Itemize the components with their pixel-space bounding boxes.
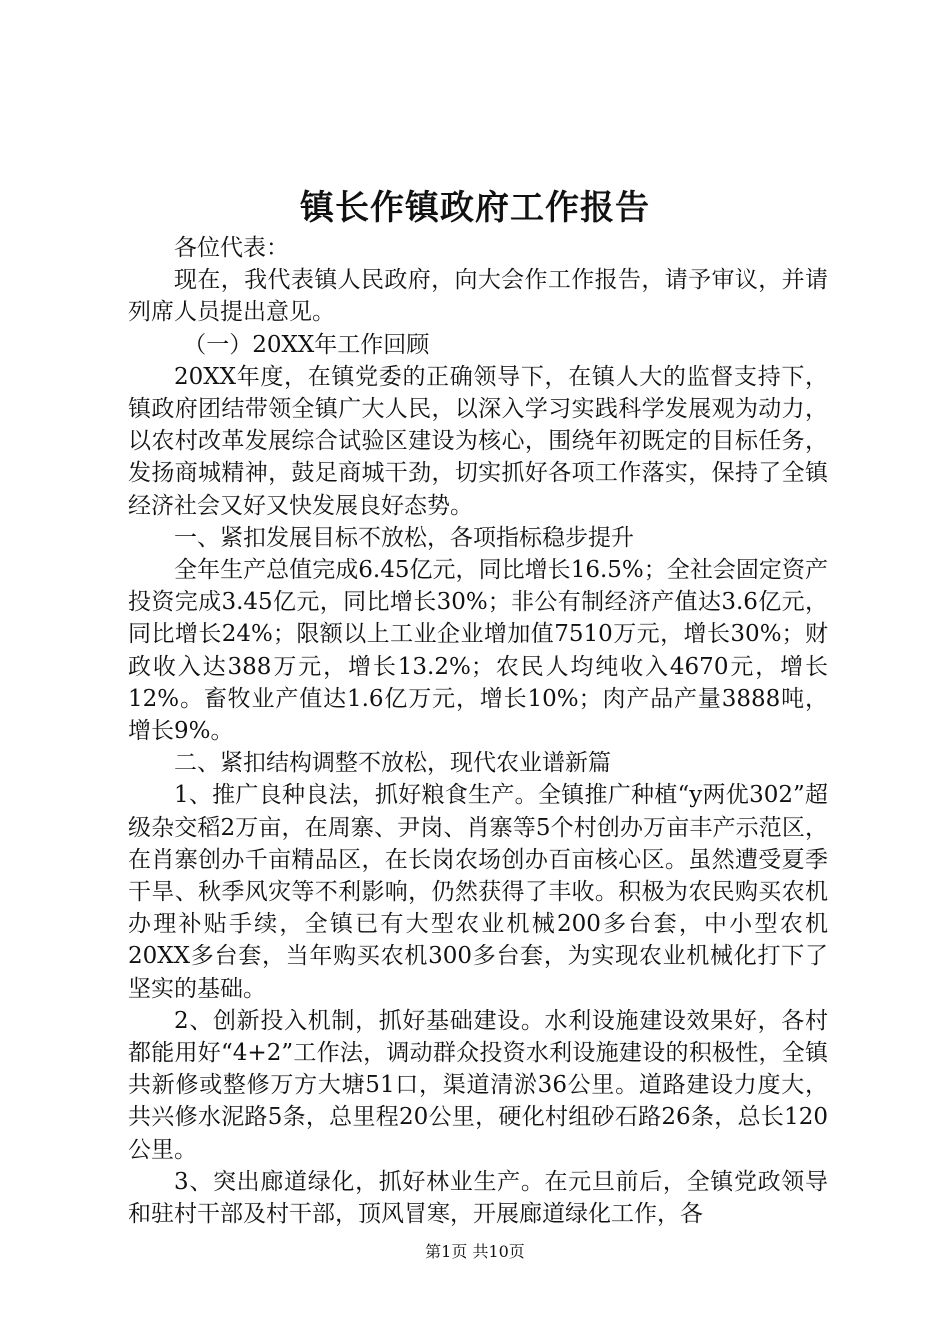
page-number-footer: 第1页 共10页 bbox=[425, 1242, 525, 1261]
review-paragraph: 20XX年度，在镇党委的正确领导下，在镇人大的监督支持下，镇政府团结带领全镇广大人民，以深入学习实践科学发展观为动力，以农村改革发展综合试验区建设为核心，围绕年初既定的目标任务，发扬商城精神，鼓足商城干劲，切实抓好各项工作落实，保持了全镇经济社会又好又快发展良好态势。 bbox=[128, 363, 828, 519]
salutation-paragraph: 各位代表： bbox=[174, 235, 289, 261]
agriculture-paragraph: 1、推广良种良法，抓好粮食生产。全镇推广种植“y两优302”超级杂交稻2万亩，在周寨、尹岗、肖寨等5个村创办万亩丰产示范区，在肖寨创办千亩精品区，在长岗农场创办百亩核心区。虽然遭受夏季干旱、秋季风灾等不利影响，仍然获得了丰收。积极为农民购买农机办理补贴手续，全镇已有大型农业机械200多台套，中小型农机20XX多台套，当年购买农机300多台套，为实现农业机械化打下了坚实的基础。 bbox=[128, 782, 828, 1002]
infrastructure-paragraph: 2、创新投入机制，抓好基础建设。水利设施建设效果好，各村都能用好“4+2”工作法，调动群众投资水利设施建设的积极性，全镇共新修或整修万方大塘51口，渠道清淤36公里。道路建设力度大，共兴修水泥路5条，总里程20公里，硬化村组砂石路26条，总长120公里。 bbox=[128, 1007, 828, 1163]
intro-paragraph: 现在，我代表镇人民政府，向大会作工作报告，请予审议，并请列席人员提出意见。 bbox=[128, 267, 828, 326]
document-body bbox=[128, 232, 828, 1230]
forestry-paragraph: 3、突出廊道绿化，抓好林业生产。在元旦前后，全镇党政领导和驻村干部及村干部，顶风冒寒，开展廊道绿化工作，各 bbox=[128, 1168, 828, 1228]
section-heading: （一）20XX年工作回顾 bbox=[183, 331, 430, 358]
document-title: 镇长作镇政府工作报告 bbox=[300, 188, 650, 228]
indicators-paragraph: 全年生产总值完成6.45亿元，同比增长16.5%；全社会固定资产投资完成3.45亿元，同比增长30%；非公有制经济产值达3.6亿元，同比增长24%；限额以上工业企业增加值7510万元，增长30%；财政收入达388万元，增长13.2%；农民人均纯收入4670元，增长12%。畜牧业产值达1.6亿万元，增长10%；肉产品产量3888吨，增长9%。 bbox=[128, 557, 828, 745]
subsection-heading: 二、紧扣结构调整不放松，现代农业谱新篇 bbox=[174, 750, 611, 777]
subsection-heading: 一、紧扣发展目标不放松，各项指标稳步提升 bbox=[174, 524, 634, 551]
